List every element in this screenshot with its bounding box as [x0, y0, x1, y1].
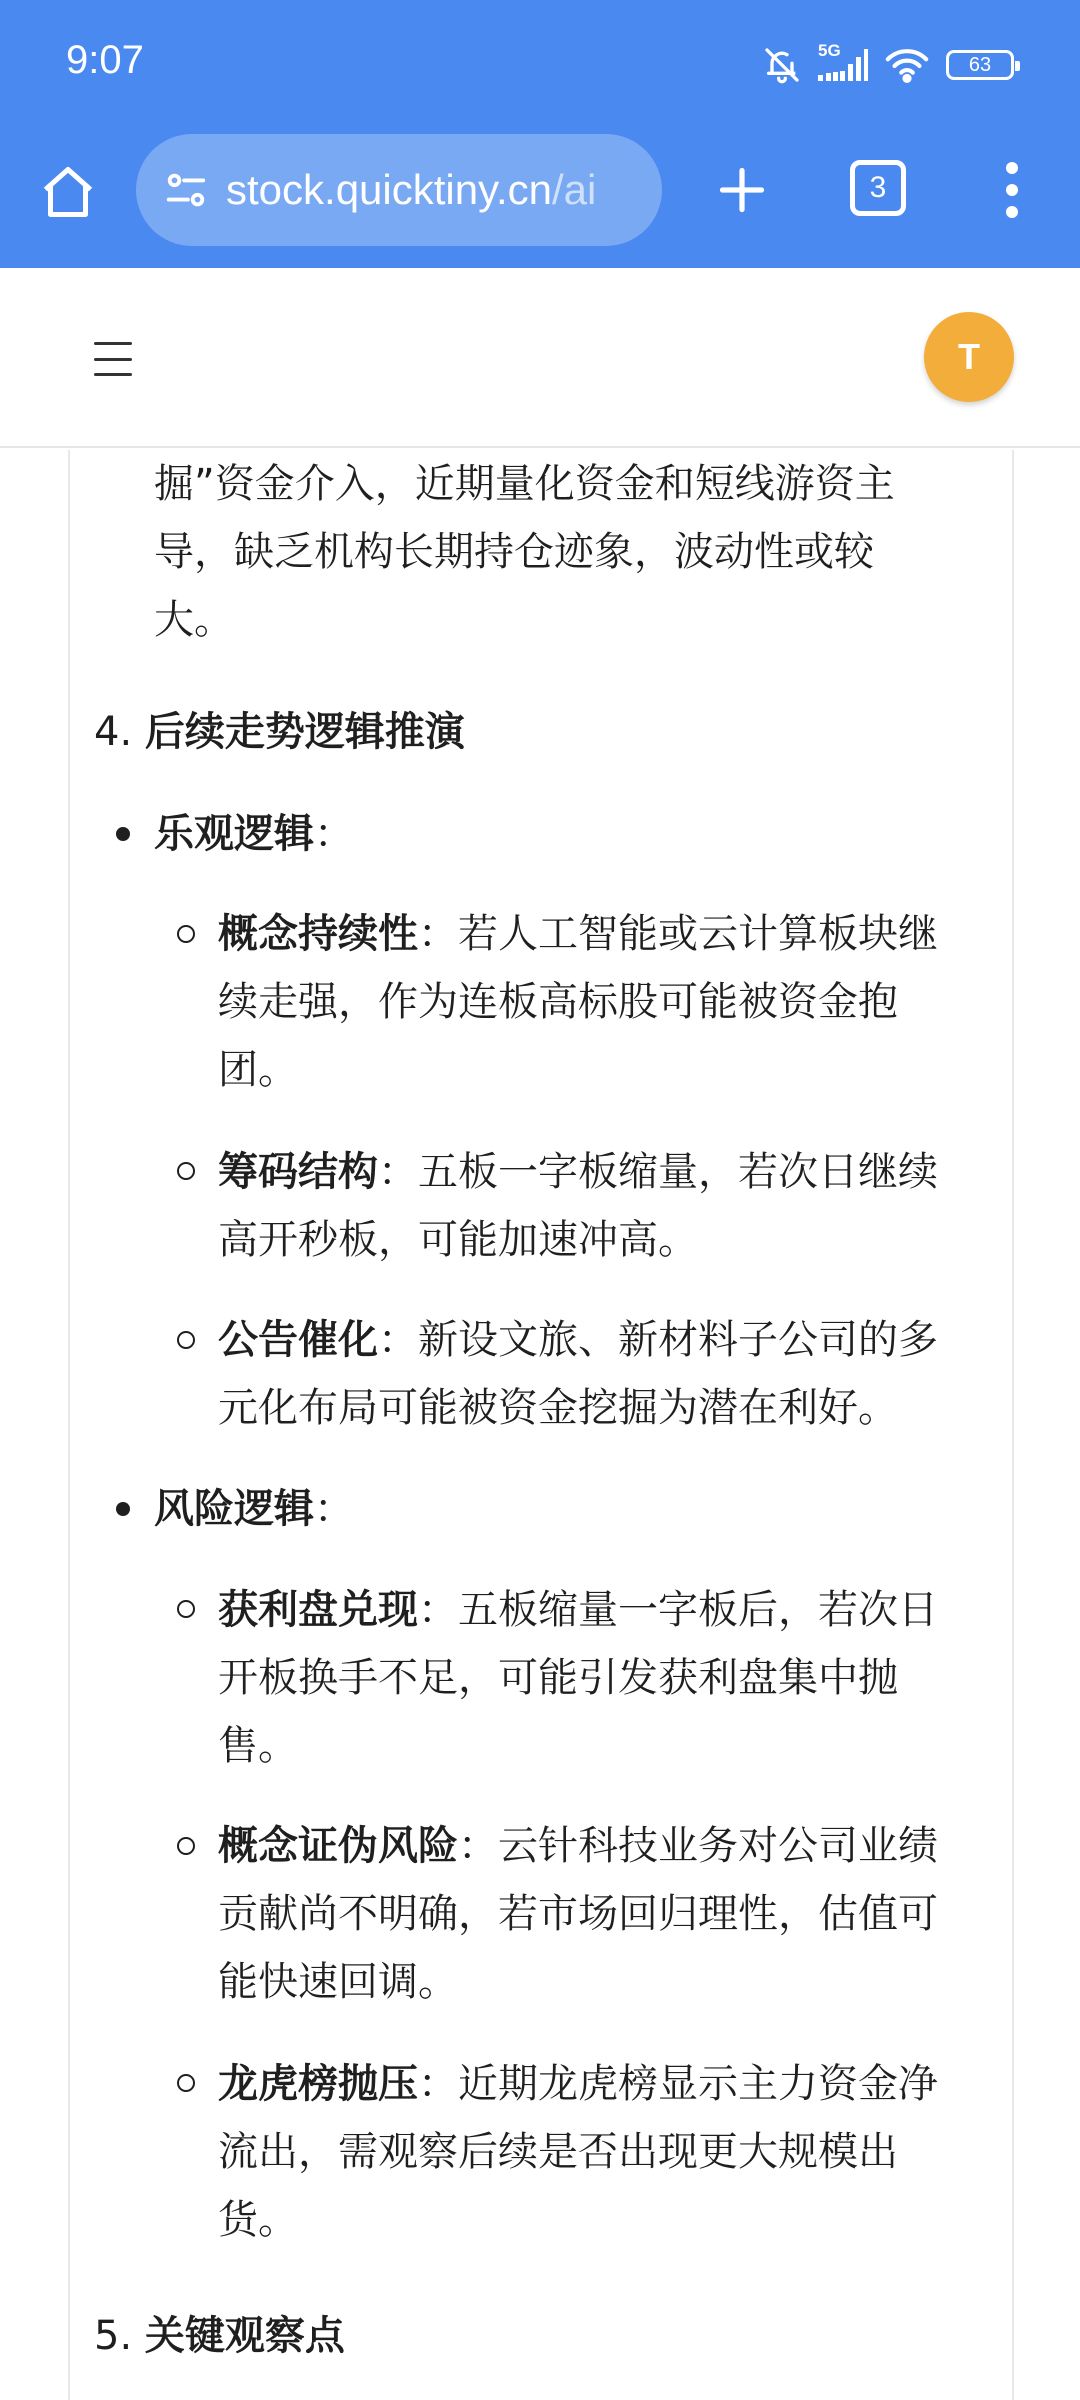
- more-dot-icon: [1006, 162, 1018, 174]
- url-path: /ai: [552, 166, 597, 213]
- browser-chrome: [0, 0, 1080, 268]
- battery-level: 63: [968, 53, 992, 76]
- list-item: 公告催化：新设文旅、新材料子公司的多: [218, 1317, 938, 1363]
- status-time: 9:07: [66, 38, 144, 82]
- article-content: [68, 450, 1014, 2400]
- list-item-line: 能快速回调。: [218, 1959, 458, 2005]
- section-number: 4.: [94, 709, 133, 755]
- plus-icon: [716, 164, 768, 216]
- list-item-line: 货。: [218, 2197, 298, 2243]
- section-title: 后续走势逻辑推演: [144, 709, 465, 755]
- list-item-line: 团。: [218, 1047, 298, 1093]
- list-item: 筹码结构：五板一字板缩量，若次日继续: [218, 1149, 938, 1195]
- more-menu-button[interactable]: [990, 156, 1034, 224]
- list-item-line: 流出，需观察后续是否出现更大规模出: [218, 2129, 898, 2175]
- list-item-line: 贡献尚不明确，若市场回归理性，估值可: [218, 1891, 938, 1937]
- browser-toolbar: [0, 130, 1080, 250]
- list-item: 概念证伪风险：云针科技业务对公司业绩: [218, 1823, 938, 1869]
- sub-bullet-icon: [177, 1837, 195, 1855]
- risk-label: 风险逻辑：: [154, 1486, 354, 1532]
- list-item-line: 开板换手不足，可能引发获利盘集中抛: [218, 1655, 898, 1701]
- more-dot-icon: [1006, 206, 1018, 218]
- section-number: 5.: [94, 2313, 133, 2359]
- site-settings-icon[interactable]: [156, 160, 216, 220]
- wifi-icon: [884, 45, 930, 85]
- battery-icon: [946, 50, 1014, 80]
- bullet-icon: [116, 1502, 130, 1516]
- url-bar[interactable]: [136, 134, 662, 246]
- sub-bullet-icon: [177, 1331, 195, 1349]
- bullet-icon: [116, 827, 130, 841]
- home-button[interactable]: [34, 158, 102, 226]
- list-item-line: 元化布局可能被资金挖掘为潜在利好。: [218, 1385, 898, 1431]
- intro-line: 大。: [154, 597, 234, 643]
- tab-switcher-button[interactable]: [850, 160, 906, 216]
- list-item-line: 续走强，作为连板高标股可能被资金抱: [218, 979, 898, 1025]
- more-dot-icon: [1006, 184, 1018, 196]
- tab-count: 3: [869, 171, 887, 204]
- section-title: 关键观察点: [144, 2313, 345, 2359]
- intro-line: 掘”资金介入，近期量化资金和短线游资主: [154, 461, 895, 507]
- avatar-letter: T: [958, 336, 980, 377]
- signal-icon: [818, 41, 868, 85]
- section-heading-5: [94, 2302, 345, 2370]
- list-item: 龙虎榜抛压：近期龙虎榜显示主力资金净: [218, 2061, 938, 2107]
- sub-bullet-icon: [177, 925, 195, 943]
- section-heading-4: [94, 698, 465, 766]
- sub-bullet-icon: [177, 2074, 195, 2092]
- url-text[interactable]: [226, 166, 596, 214]
- optimistic-label: 乐观逻辑：: [154, 811, 354, 857]
- list-item: 获利盘兑现：五板缩量一字板后，若次日: [218, 1587, 938, 1633]
- user-avatar[interactable]: [924, 312, 1014, 402]
- sub-bullet-icon: [177, 1162, 195, 1180]
- hamburger-menu-icon[interactable]: [94, 342, 132, 376]
- status-bar: [0, 0, 1080, 128]
- bell-off-icon: [762, 45, 802, 85]
- new-tab-button[interactable]: [704, 152, 780, 228]
- intro-line: 导，缺乏机构长期持仓迹象，波动性或较: [154, 529, 874, 575]
- home-icon: [38, 162, 98, 222]
- sub-bullet-icon: [177, 1600, 195, 1618]
- list-item-line: 售。: [218, 1723, 298, 1769]
- status-icons: [762, 40, 1014, 90]
- site-header: [0, 270, 1080, 448]
- list-item-line: 高开秒板，可能加速冲高。: [218, 1217, 698, 1263]
- list-item: 概念持续性：若人工智能或云计算板块继: [218, 911, 938, 957]
- network-type-label: 5G: [818, 41, 841, 60]
- url-domain: stock.quicktiny.cn: [226, 166, 553, 213]
